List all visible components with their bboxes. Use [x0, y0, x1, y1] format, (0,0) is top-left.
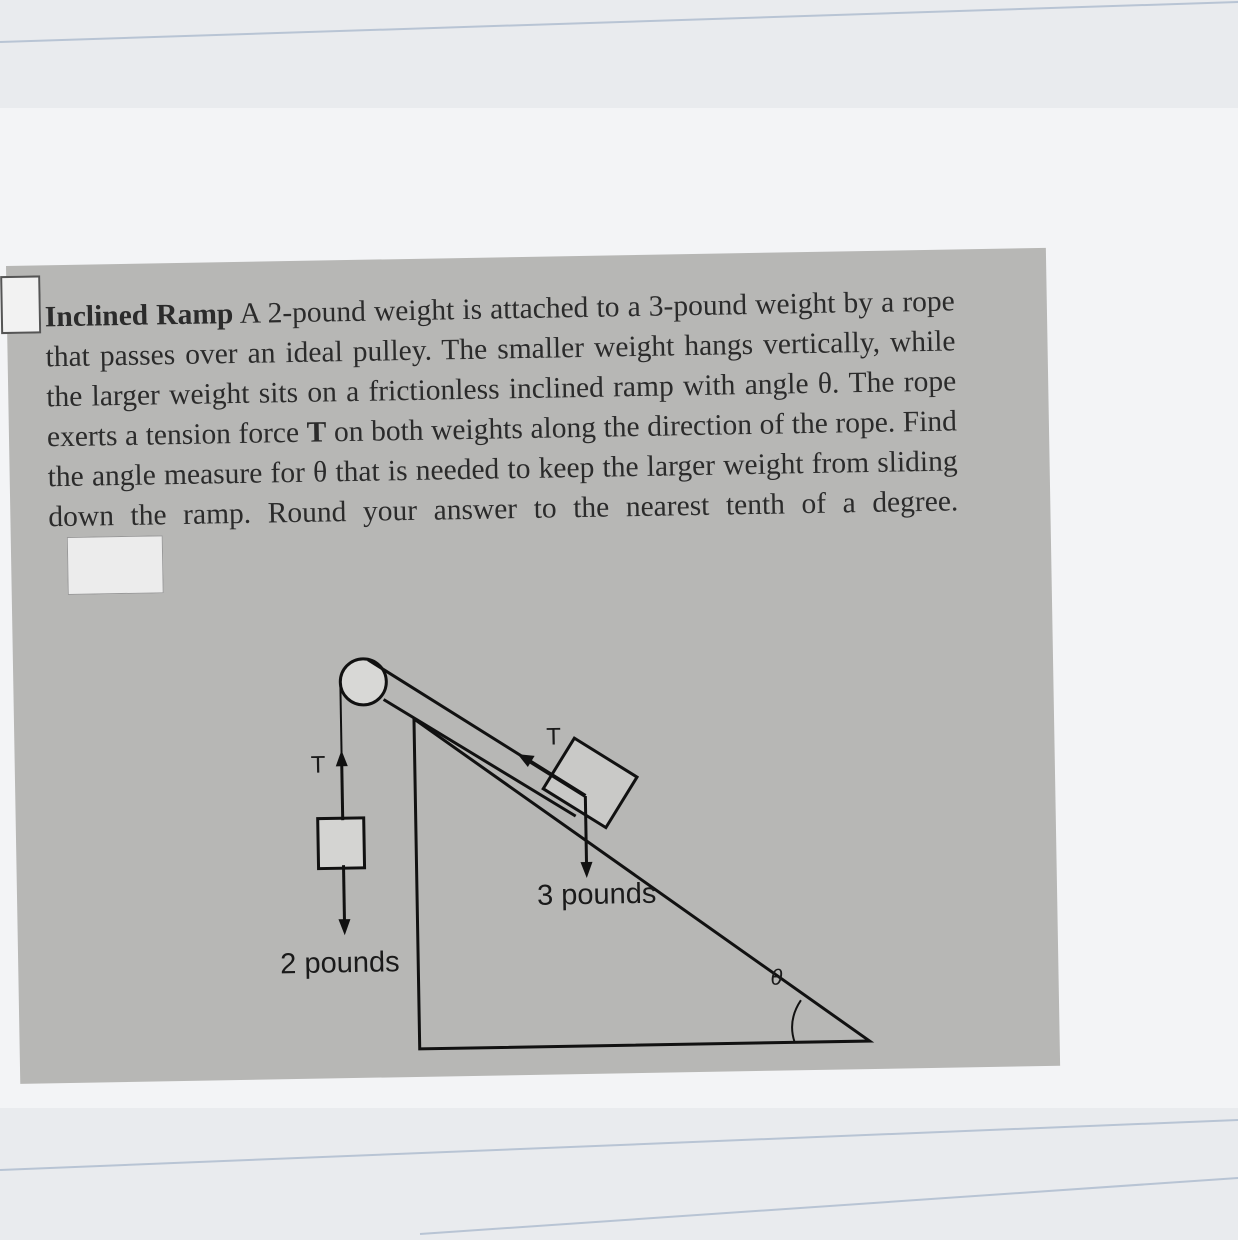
problem-card	[6, 248, 1060, 1084]
problem-title: Inclined Ramp	[44, 298, 234, 334]
large-weight-gravity-arrow	[585, 796, 586, 868]
right-tension-label: T	[546, 723, 562, 751]
problem-body-end: on both weights along the direction of the rope. Find the angle measure for θ that is needed to keep the larger weight from sliding down the ramp. Round your answer to the nearest tenth of a degree.	[47, 405, 959, 534]
angle-arc	[792, 1000, 802, 1042]
small-weight-box	[318, 818, 365, 869]
large-weight-label: 3 pounds	[536, 877, 657, 912]
ramp-rope-lower	[384, 696, 576, 819]
left-tension-label: T	[310, 751, 326, 779]
angle-label: θ	[770, 964, 783, 990]
small-weight-label: 2 pounds	[279, 946, 400, 981]
small-weight-gravity-arrow	[344, 865, 345, 925]
tension-symbol: T	[306, 416, 327, 449]
left-tension-arrow	[342, 760, 343, 820]
large-weight-box	[542, 737, 638, 829]
small-weight-gravity-arrowhead	[338, 919, 350, 935]
large-weight-gravity-arrowhead	[580, 862, 592, 878]
ramp-diagram	[6, 248, 1060, 1084]
problem-body: A 2-pound weight is attached to a 3-pound weight by a rope that passes over an ideal pulley. The smaller weight hangs vertically, while the larger weight sits on a frictionless inclined ramp with angle θ. The rope exerts a tension force	[45, 285, 957, 454]
left-tension-arrowhead	[336, 750, 348, 766]
